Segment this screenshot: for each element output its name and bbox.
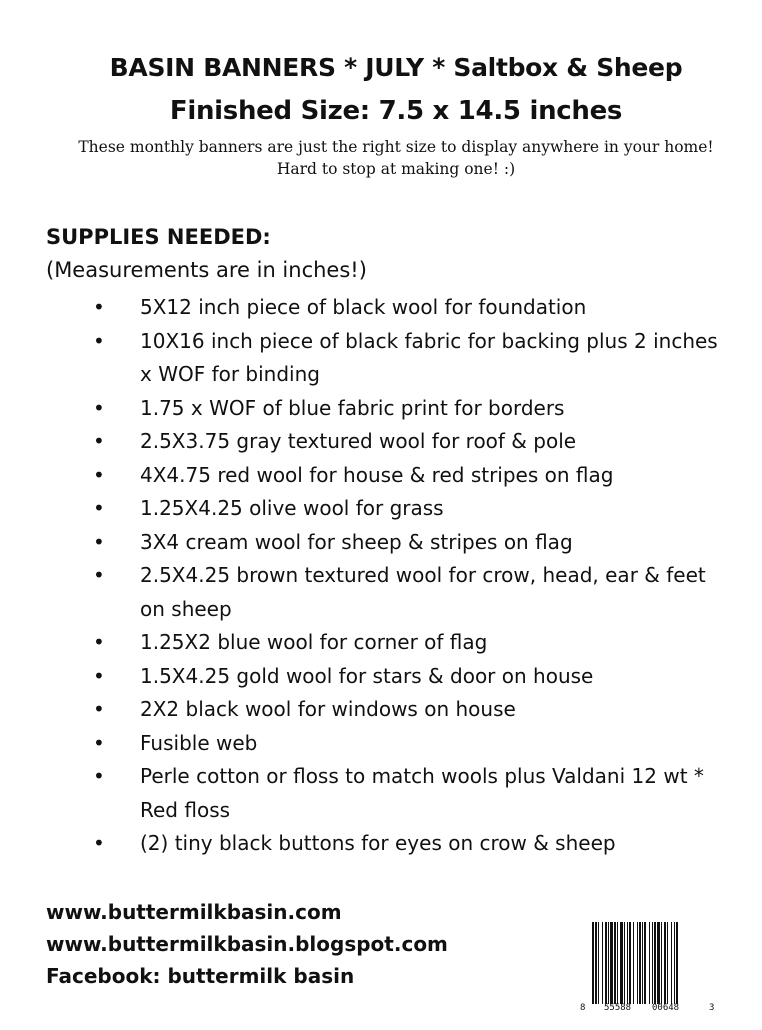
barcode-bar [627, 922, 628, 1004]
supply-item: • 3X4 cream wool for sheep & stripes on flag [88, 526, 728, 560]
supply-item: • 4X4.75 red wool for house & red stripes on flag [88, 459, 728, 493]
barcode-bar [674, 922, 675, 1004]
supply-item: • 1.5X4.25 gold wool for stars & door on house [88, 660, 728, 694]
bullet-icon: • [93, 496, 105, 520]
barcode-bar [652, 922, 653, 1004]
supplies-heading: SUPPLIES NEEDED: [46, 225, 271, 249]
bullet-icon: • [93, 831, 105, 855]
barcode-icon [592, 922, 712, 1004]
supply-item: • (2) tiny black buttons for eyes on crow & sheep [88, 827, 728, 861]
barcode-digit-left: 8 [580, 1003, 586, 1013]
bullet-icon: • [93, 563, 105, 587]
bullet-icon: • [93, 295, 105, 319]
supply-item: • 2X2 black wool for windows on house [88, 693, 728, 727]
bullet-icon: • [93, 730, 105, 755]
finished-size: Finished Size: 7.5 x 14.5 inches [169, 96, 623, 126]
barcode-bar [661, 922, 662, 1004]
barcode-bar [637, 922, 638, 1004]
bullet-icon: • [93, 630, 105, 654]
barcode-bar [592, 922, 594, 1004]
barcode-digit-right: 3 [709, 1003, 715, 1013]
bullet-icon: • [93, 663, 105, 688]
barcode-bar [617, 922, 618, 1004]
supplies-list [88, 291, 728, 861]
barcode-bar [649, 922, 650, 1004]
barcode-bar [654, 922, 656, 1004]
pattern-title: BASIN BANNERS * JULY * Saltbox & Sheep [109, 53, 683, 82]
measurements-note: (Measurements are in inches!) [46, 258, 367, 282]
barcode-bar [629, 922, 631, 1004]
barcode [578, 922, 718, 1020]
bullet-icon: • [93, 429, 105, 453]
supply-item: • 2.5X3.75 gray textured wool for roof & pole [88, 425, 728, 459]
supply-item: • 10X16 inch piece of black fabric for backing plus 2 inches x WOF for binding [88, 325, 728, 392]
supply-item: • 2.5X4.25 brown textured wool for crow, head, ear & feet on sheep [88, 559, 728, 626]
barcode-bar [657, 922, 660, 1004]
barcode-group-2: 00648 [652, 1003, 680, 1013]
barcode-bar [610, 922, 613, 1004]
barcode-bar [671, 922, 672, 1004]
website-link[interactable]: www.buttermilkbasin.com [46, 900, 342, 924]
barcode-bar [639, 922, 641, 1004]
intro-text: These monthly banners are just the right size to display anywhere in your home! Hard to stop at making one! :) [78, 138, 714, 178]
barcode-group-1: 55588 [604, 1003, 632, 1013]
supply-item: • 1.75 x WOF of blue fabric print for borders [88, 392, 728, 426]
footer-links [46, 896, 448, 992]
barcode-bar [667, 922, 668, 1004]
barcode-bar [605, 922, 607, 1004]
barcode-bar [676, 922, 678, 1004]
barcode-bar [664, 922, 666, 1004]
barcode-bar [620, 922, 623, 1004]
bullet-icon: • [93, 764, 105, 788]
barcode-bar [602, 922, 603, 1004]
bullet-icon: • [93, 462, 105, 487]
barcode-bar [595, 922, 597, 1004]
supply-item: • 1.25X4.25 olive wool for grass [88, 492, 728, 526]
barcode-bar [644, 922, 646, 1004]
supply-item: • 5X12 inch piece of black wool for foundation [88, 291, 728, 325]
barcode-bar [614, 922, 616, 1004]
barcode-bar [598, 922, 599, 1004]
supply-item: • 1.25X2 blue wool for corner of flag [88, 626, 728, 660]
barcode-bar [642, 922, 643, 1004]
facebook-text: Facebook: buttermilk basin [46, 964, 355, 988]
bullet-icon: • [93, 328, 105, 353]
supply-item: • Perle cotton or floss to match wools plus Valdani 12 wt * Red floss [88, 760, 728, 827]
barcode-bar [633, 922, 634, 1004]
blog-link[interactable]: www.buttermilkbasin.blogspot.com [46, 932, 448, 956]
bullet-icon: • [93, 529, 105, 554]
supply-item: • Fusible web [88, 727, 728, 761]
barcode-bar [624, 922, 625, 1004]
bullet-icon: • [93, 395, 105, 420]
barcode-bar [608, 922, 609, 1004]
bullet-icon: • [93, 697, 105, 721]
